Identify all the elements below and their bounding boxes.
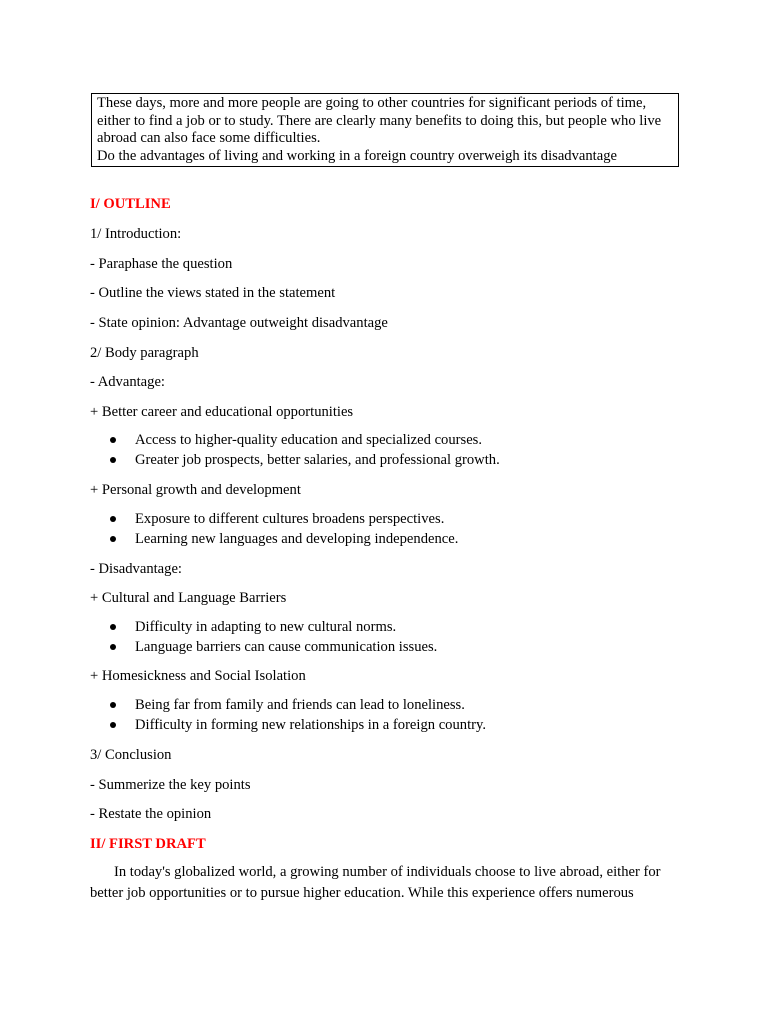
advantage-1-title: + Better career and educational opportunities: [90, 404, 354, 420]
list-item: [90, 696, 486, 716]
list-item: [90, 638, 437, 658]
essay-prompt-box: [91, 93, 679, 167]
bullet-icon: [110, 457, 116, 463]
bullet-icon: [110, 702, 116, 708]
advantage-2-bullets: [90, 510, 458, 549]
list-item: [90, 530, 458, 550]
bullet-text: Difficulty in adapting to new cultural norms.: [135, 619, 397, 635]
intro-title: 1/ Introduction:: [90, 226, 182, 242]
conclusion-title: 3/ Conclusion: [90, 747, 172, 763]
bullet-text: Learning new languages and developing independence.: [135, 530, 459, 547]
bullet-icon: [110, 516, 116, 522]
list-item: [90, 510, 458, 530]
advantage-label: - Advantage:: [90, 374, 165, 390]
bullet-icon: [110, 437, 116, 443]
list-item: [90, 431, 500, 451]
intro-point: - Paraphase the question: [90, 256, 233, 272]
list-item: [90, 716, 486, 736]
disadvantage-2-bullets: [90, 696, 486, 735]
bullet-icon: [110, 644, 116, 650]
disadvantage-1-title: + Cultural and Language Barriers: [90, 590, 287, 606]
conclusion-point: - Restate the opinion: [90, 806, 212, 822]
draft-paragraph: In today's globalized world, a growing number of individuals choose to live abroad, either for better job opportunities or to pursue higher education. While this experience offers numerous: [90, 864, 661, 901]
conclusion-point: - Summerize the key points: [90, 777, 251, 793]
bullet-text: Being far from family and friends can lead to loneliness.: [135, 697, 465, 713]
prompt-question: Do the advantages of living and working in a foreign country overweigh its disadvantage: [97, 147, 617, 164]
bullet-text: Difficulty in forming new relationships in a foreign country.: [135, 716, 486, 733]
prompt-text: These days, more and more people are going to other countries for significant periods of time, either to find a job or to study. There are clearly many benefits to doing this, but people who live abroad can also face some difficulties.: [97, 95, 662, 146]
intro-point: - Outline the views stated in the statement: [90, 285, 336, 301]
list-item: [90, 618, 437, 638]
bullet-icon: [110, 536, 116, 542]
disadvantage-label: - Disadvantage:: [90, 561, 182, 577]
disadvantage-1-bullets: [90, 618, 437, 657]
bullet-text: Access to higher-quality education and specialized courses.: [135, 432, 482, 448]
bullet-text: Greater job prospects, better salaries, and professional growth.: [135, 451, 500, 468]
outline-heading: I/ OUTLINE: [90, 196, 171, 212]
advantage-1-bullets: [90, 431, 500, 470]
bullet-icon: [110, 722, 116, 728]
bullet-text: Language barriers can cause communication issues.: [135, 638, 438, 655]
intro-point: - State opinion: Advantage outweight disadvantage: [90, 315, 388, 331]
disadvantage-2-title: + Homesickness and Social Isolation: [90, 668, 306, 684]
body-title: 2/ Body paragraph: [90, 345, 199, 361]
list-item: [90, 451, 500, 471]
advantage-2-title: + Personal growth and development: [90, 482, 301, 498]
draft-heading: II/ FIRST DRAFT: [90, 836, 206, 852]
bullet-text: Exposure to different cultures broadens perspectives.: [135, 511, 445, 527]
bullet-icon: [110, 624, 116, 630]
